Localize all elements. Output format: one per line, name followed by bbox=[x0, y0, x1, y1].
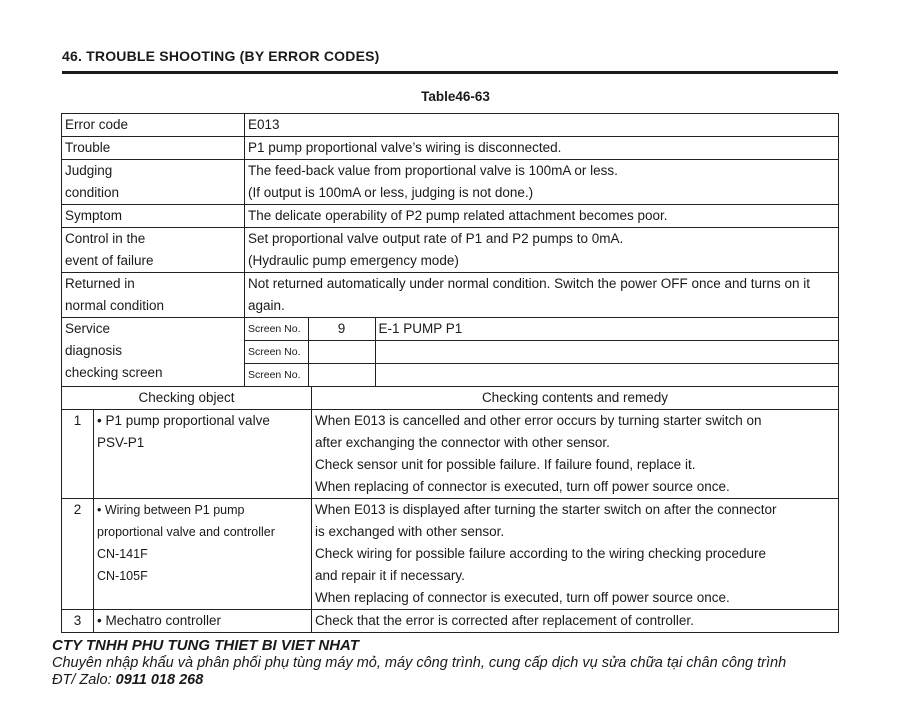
trouble-label: Trouble bbox=[62, 137, 245, 160]
check-row-1 bbox=[62, 410, 839, 499]
screen-row bbox=[245, 341, 838, 364]
check-row-2 bbox=[62, 499, 839, 610]
symptom-label: Symptom bbox=[62, 205, 245, 228]
row-returned bbox=[62, 273, 839, 318]
error-code-value: E013 bbox=[245, 114, 839, 137]
screen-row bbox=[245, 318, 838, 341]
screen-no-label: Screen No. bbox=[245, 341, 308, 364]
screen-number bbox=[308, 341, 375, 364]
service-screens bbox=[245, 318, 839, 387]
returned-label: Returned in normal condition bbox=[62, 273, 245, 318]
screen-name: E-1 PUMP P1 bbox=[375, 318, 838, 341]
check-object: • Wiring between P1 pump proportional valve and controller CN-141F CN-105F bbox=[94, 499, 312, 610]
check-remedy: When E013 is displayed after turning the starter switch on after the connector is exchanged with other sensor. Check wiring for possible failure according to the wiring checking procedure and repair it if necessary. When replacing of connector is executed, turn off power source once. bbox=[312, 499, 839, 610]
section-title: 46. TROUBLE SHOOTING (BY ERROR CODES) bbox=[62, 48, 380, 64]
judging-label: Judging condition bbox=[62, 160, 245, 205]
phone-number: 0911 018 268 bbox=[115, 672, 204, 688]
check-object: • P1 pump proportional valve PSV-P1 bbox=[94, 410, 312, 499]
check-number: 3 bbox=[62, 610, 94, 633]
row-trouble bbox=[62, 137, 839, 160]
screen-no-label: Screen No. bbox=[245, 318, 308, 341]
company-name: CTY TNHH PHU TUNG THIET BI VIET NHAT bbox=[52, 637, 359, 654]
row-symptom bbox=[62, 205, 839, 228]
row-control bbox=[62, 228, 839, 273]
symptom-value: The delicate operability of P2 pump related attachment becomes poor. bbox=[245, 205, 839, 228]
checking-object-header: Checking object bbox=[62, 387, 312, 410]
screen-number bbox=[308, 364, 375, 387]
check-remedy: When E013 is cancelled and other error occurs by turning starter switch on after exchanging the connector with other sensor. Check sensor unit for possible failure. If failure found, replace it. When replacing of connector is executed, turn off power source once. bbox=[312, 410, 839, 499]
check-remedy: Check that the error is corrected after replacement of controller. bbox=[312, 610, 839, 633]
company-contact bbox=[52, 672, 786, 688]
table-caption: Table46-63 bbox=[421, 89, 490, 104]
screen-number: 9 bbox=[308, 318, 375, 341]
check-object: • Mechatro controller bbox=[94, 610, 312, 633]
row-service bbox=[62, 318, 839, 387]
service-label: Service diagnosis checking screen bbox=[62, 318, 245, 387]
trouble-table bbox=[61, 113, 839, 633]
checking-contents-header: Checking contents and remedy bbox=[312, 387, 839, 410]
title-rule bbox=[62, 71, 838, 74]
screen-no-label: Screen No. bbox=[245, 364, 308, 387]
screen-table bbox=[245, 318, 838, 386]
row-check-header bbox=[62, 387, 839, 410]
control-value: Set proportional valve output rate of P1 and P2 pumps to 0mA. (Hydraulic pump emergency mode) bbox=[245, 228, 839, 273]
check-row-3 bbox=[62, 610, 839, 633]
screen-name bbox=[375, 341, 838, 364]
row-error-code bbox=[62, 114, 839, 137]
control-label: Control in the event of failure bbox=[62, 228, 245, 273]
check-number: 1 bbox=[62, 410, 94, 499]
judging-value: The feed-back value from proportional valve is 100mA or less. (If output is 100mA or less, judging is not done.) bbox=[245, 160, 839, 205]
trouble-value: P1 pump proportional valve’s wiring is disconnected. bbox=[245, 137, 839, 160]
company-tagline: Chuyên nhập khẩu và phân phối phụ tùng máy mỏ, máy công trình, cung cấp dịch vụ sửa chữa tại chân công trình bbox=[52, 655, 787, 671]
company-footer bbox=[52, 637, 786, 688]
contact-label: ĐT/ Zalo: bbox=[52, 672, 112, 688]
check-number: 2 bbox=[62, 499, 94, 610]
screen-name bbox=[375, 364, 838, 387]
screen-row bbox=[245, 364, 838, 387]
error-code-label: Error code bbox=[62, 114, 245, 137]
returned-value: Not returned automatically under normal condition. Switch the power OFF once and turns on it again. bbox=[245, 273, 839, 318]
row-judging bbox=[62, 160, 839, 205]
